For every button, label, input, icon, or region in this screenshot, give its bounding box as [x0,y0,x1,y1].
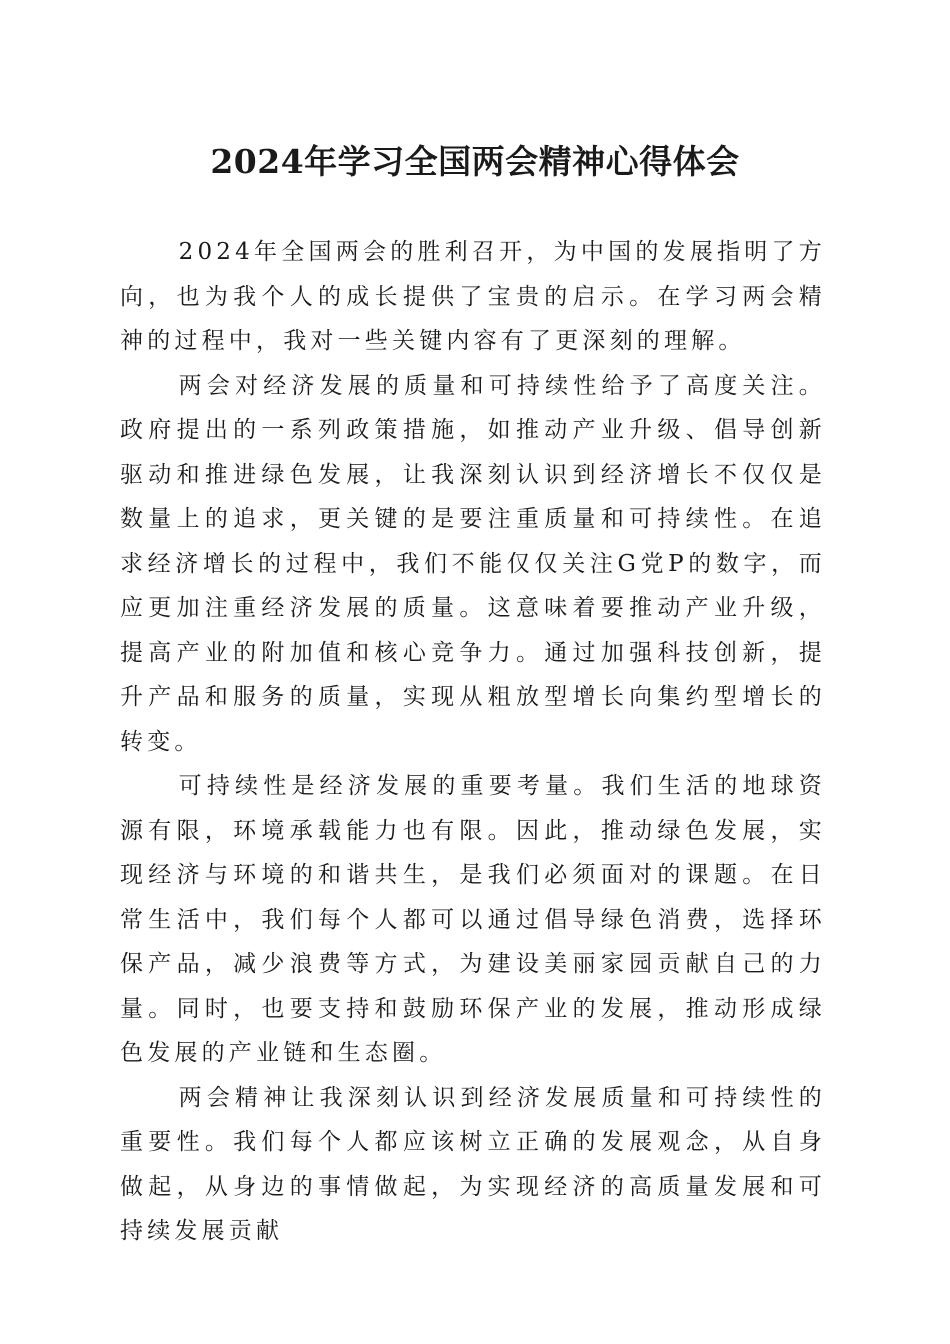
paragraph-4: 两会精神让我深刻认识到经济发展质量和可持续性的重要性。我们每个人都应该树立正确的发展观念，从自身做起，从身边的事情做起，为实现经济的高质量发展和可持续发展贡献 [120,1084,826,1244]
document-body [120,230,826,1254]
document-title: 2024年学习全国两会精神心得体会 [210,142,740,181]
paragraph-3: 可持续性是经济发展的重要考量。我们生活的地球资源有限，环境承载能力也有限。因此，推动绿色发展，实现经济与环境的和谐共生，是我们必须面对的课题。在日常生活中，我们每个人都可以通过倡导绿色消费，选择环保产品，减少浪费等方式，为建设美丽家园贡献自己的力量。同时，也要支持和鼓励环保产业的发展，推动形成绿色发展的产业链和生态圈。 [120,773,826,1066]
paragraph-1: 2024年全国两会的胜利召开，为中国的发展指明了方向，也为我个人的成长提供了宝贵的启示。在学习两会精神的过程中，我对一些关键内容有了更深刻的理解。 [120,239,826,354]
paragraph-2: 两会对经济发展的质量和可持续性给予了高度关注。政府提出的一系列政策措施，如推动产业升级、倡导创新驱动和推进绿色发展，让我深刻认识到经济增长不仅仅是数量上的追求，更关键的是要注重质量和可持续性。在追求经济增长的过程中，我们不能仅仅关注G党P的数字，而应更加注重经济发展的质量。这意味着要推动产业升级，提高产业的附加值和核心竞争力。通过加强科技创新，提升产品和服务的质量，实现从粗放型增长向集约型增长的转变。 [120,372,826,755]
